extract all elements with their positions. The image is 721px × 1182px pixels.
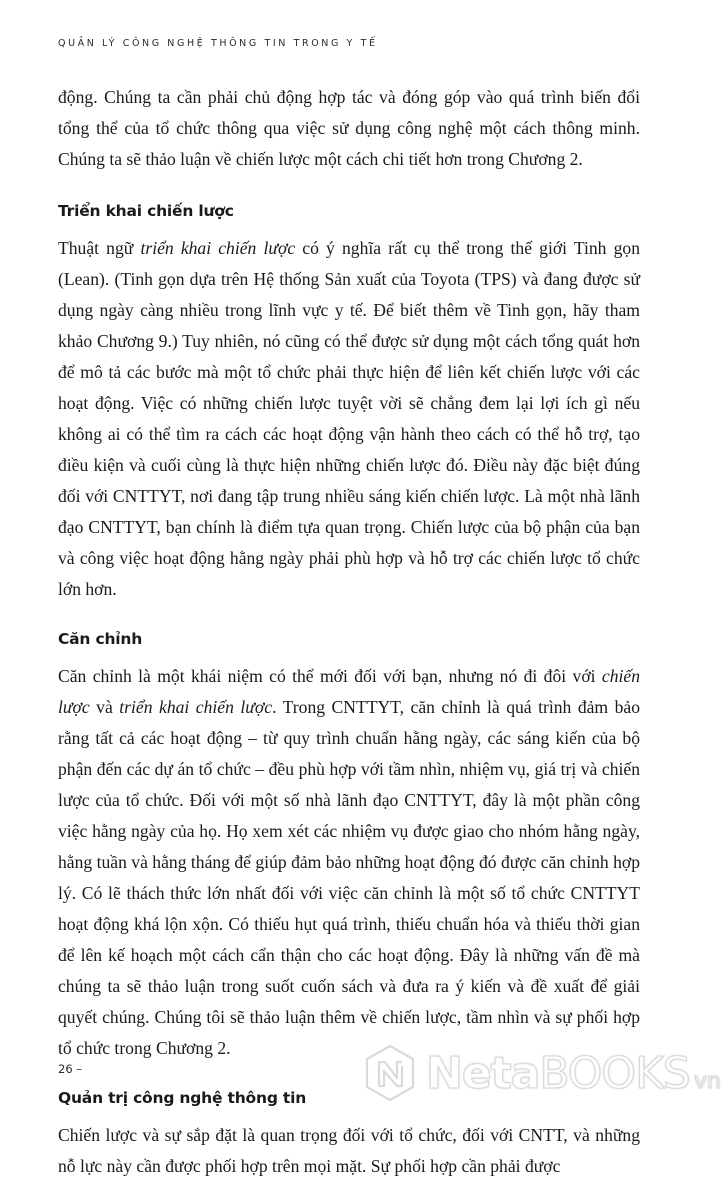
page-number: 26 – <box>58 1062 83 1076</box>
netabooks-watermark <box>364 1044 721 1102</box>
section-paragraph-alignment <box>58 661 640 1064</box>
text-run: . Trong CNTTYT, căn chỉnh là quá trình đảm bảo rằng tất cả các hoạt động – từ quy trình chuẩn hằng ngày, các sáng kiến của bộ phận đến các dự án tổ chức – đều phù hợp với tầm nhìn, nhiệm vụ, giá trị và chiến lược của tổ chức. Đối với một số nhà lãnh đạo CNTTYT, đây là một phần công việc hằng ngày của họ. Họ xem xét các nhiệm vụ được giao cho nhóm hằng ngày, hằng tuần và hằng tháng để giúp đảm bảo những hoạt động đó được căn chỉnh hợp lý. Có lẽ thách thức lớn nhất đối với việc căn chỉnh là một số tổ chức CNTTYT hoạt động khá lộn xộn. Có thiếu hụt quá trình, thiếu chuẩn hóa và thiếu thời gian để lên kế hoạch một cách cẩn thận cho các hoạt động. Đây là những vấn đề mà chúng ta sẽ thảo luận trong suốt cuốn sách và đưa ra ý kiến và đề xuất để giải quyết chúng. Chúng tôi sẽ thảo luận thêm về chiến lược, tầm nhìn và sự phối hợp tổ chức trong Chương 2. <box>58 697 641 1058</box>
page-content <box>58 82 640 1182</box>
watermark-brand-tld: vn <box>693 1068 721 1094</box>
text-run: Chiến lược và sự sắp đặt là quan trọng đối với tổ chức, đối với CNTT, và những nỗ lực này cần được phối hợp trên mọi mặt. Sự phối hợp cần phải được <box>58 1125 640 1176</box>
text-run: và <box>89 697 120 717</box>
section-heading-it-governance: Quản trị công nghệ thông tin <box>58 1089 307 1107</box>
italic-term: triển khai chiến lược <box>140 238 296 258</box>
italic-term: chiến lược <box>58 666 640 717</box>
watermark-brand-part1: Neta <box>426 1047 540 1099</box>
section-heading-strategy-deployment: Triển khai chiến lược <box>58 202 234 220</box>
text-run: Thuật ngữ <box>58 238 141 258</box>
netabooks-hexagon-n-icon <box>364 1044 416 1102</box>
italic-term: triển khai chiến lược <box>119 697 273 717</box>
section-paragraph-strategy-deployment <box>58 233 640 605</box>
section-paragraph-it-governance <box>58 1120 640 1182</box>
intro-paragraph: động. Chúng ta cần phải chủ động hợp tác và đóng góp vào quá trình biến đổi tổng thể của tổ chức thông qua việc sử dụng công nghệ một cách thông minh. Chúng ta sẽ thảo luận về chiến lược một cách chi tiết hơn trong Chương 2. <box>58 87 640 169</box>
text-run: Căn chỉnh là một khái niệm có thể mới đối với bạn, nhưng nó đi đôi với <box>58 666 602 686</box>
watermark-brand-text <box>426 1048 721 1099</box>
text-run: có ý nghĩa rất cụ thể trong thế giới Tinh gọn (Lean). (Tinh gọn dựa trên Hệ thống Sản xuất của Toyota (TPS) và đang được sử dụng ngày càng nhiều trong lĩnh vực y tế. Để biết thêm về Tinh gọn, hãy tham khảo Chương 9.) Tuy nhiên, nó cũng có thể được sử dụng một cách tổng quát hơn để mô tả các bước mà một tổ chức phải thực hiện để liên kết chiến lược với các hoạt động. Việc có những chiến lược tuyệt vời sẽ chẳng đem lại lợi ích gì nếu không ai có thể tìm ra cách các hoạt động vận hành theo cách có thể hỗ trợ, tạo điều kiện và cuối cùng là thực hiện những chiến lược đó. Điều này đặc biệt đúng đối với CNTTYT, nơi đang tập trung nhiều sáng kiến chiến lược. Là một nhà lãnh đạo CNTTYT, bạn chính là điểm tựa quan trọng. Chiến lược của bộ phận của bạn và công việc hoạt động hằng ngày phải phù hợp và hỗ trợ các chiến lược tổ chức lớn hơn. <box>58 238 641 599</box>
running-header: QUẢN LÝ CÔNG NGHỆ THÔNG TIN TRONG Y TẾ <box>58 38 378 49</box>
watermark-brand-part2: BOOKS <box>539 1047 690 1099</box>
section-heading-alignment: Căn chỉnh <box>58 630 143 648</box>
